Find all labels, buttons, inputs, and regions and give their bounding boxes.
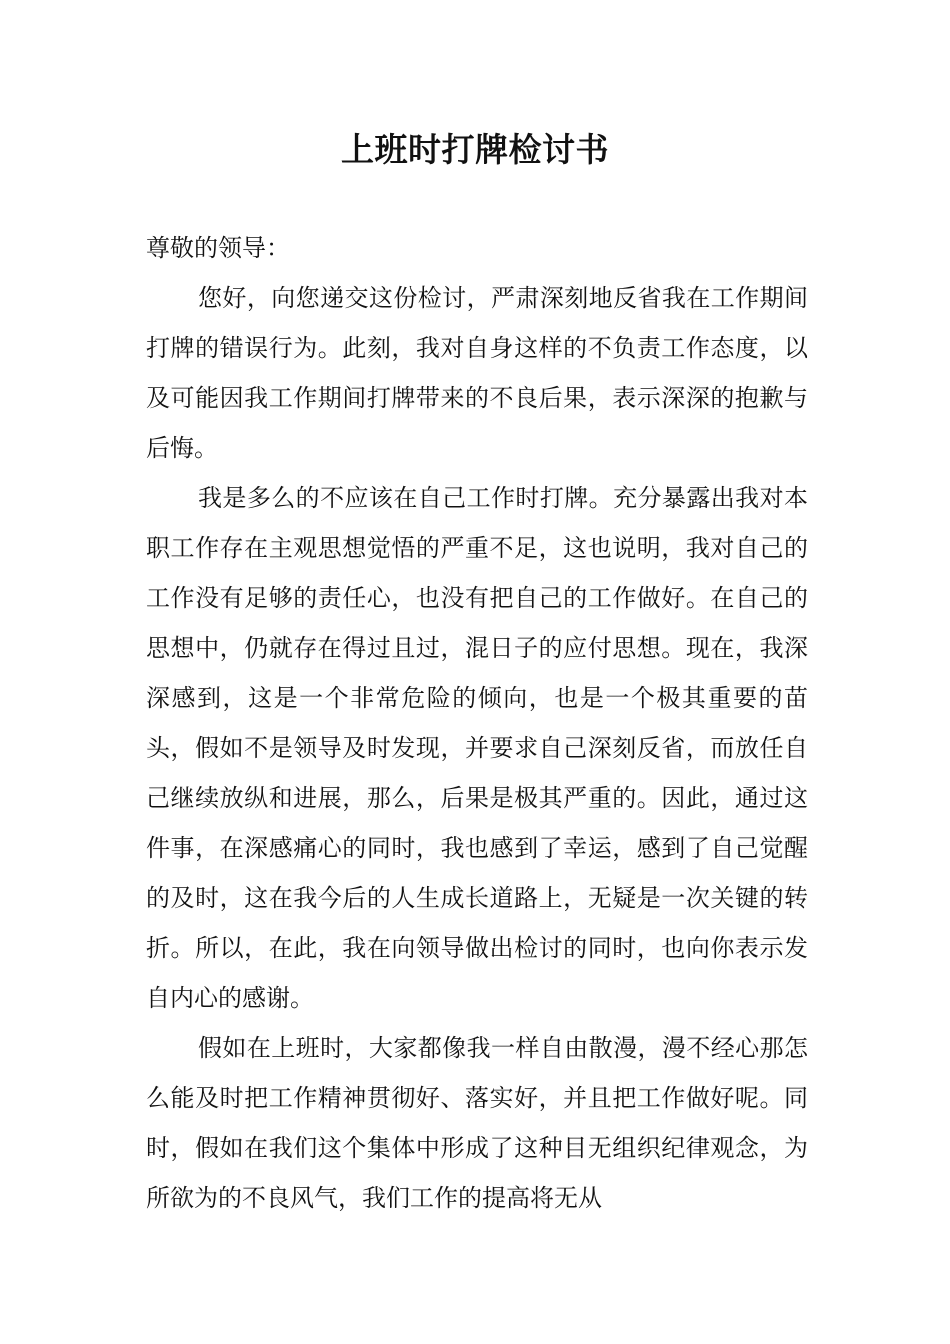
paragraph-1: 您好，向您递交这份检讨，严肃深刻地反省我在工作期间打牌的错误行为。此刻，我对自身这样的不负责工作态度，以及可能因我工作期间打牌带来的不良后果，表示深深的抱歉与后悔。	[146, 284, 808, 462]
paragraph-3: 假如在上班时，大家都像我一样自由散漫，漫不经心那怎么能及时把工作精神贯彻好、落实好，并且把工作做好呢。同时，假如在我们这个集体中形成了这种目无组织纪律观念，为所欲为的不良风气，我们工作的提高将无从	[146, 1034, 808, 1212]
document-body	[146, 223, 808, 1223]
salutation: 尊敬的领导：	[146, 234, 290, 262]
paragraph-2: 我是多么的不应该在自己工作时打牌。充分暴露出我对本职工作存在主观思想觉悟的严重不足，这也说明，我对自己的工作没有足够的责任心，也没有把自己的工作做好。在自己的思想中，仍就存在得过且过，混日子的应付思想。现在，我深深感到，这是一个非常危险的倾向，也是一个极其重要的苗头，假如不是领导及时发现，并要求自己深刻反省，而放任自己继续放纵和进展，那么，后果是极其严重的。因此，通过这件事，在深感痛心的同时，我也感到了幸运，感到了自己觉醒的及时，这在我今后的人生成长道路上，无疑是一次关键的转折。所以，在此，我在向领导做出检讨的同时，也向你表示发自内心的感谢。	[146, 484, 808, 1012]
document-title: 上班时打牌检讨书	[341, 130, 609, 169]
